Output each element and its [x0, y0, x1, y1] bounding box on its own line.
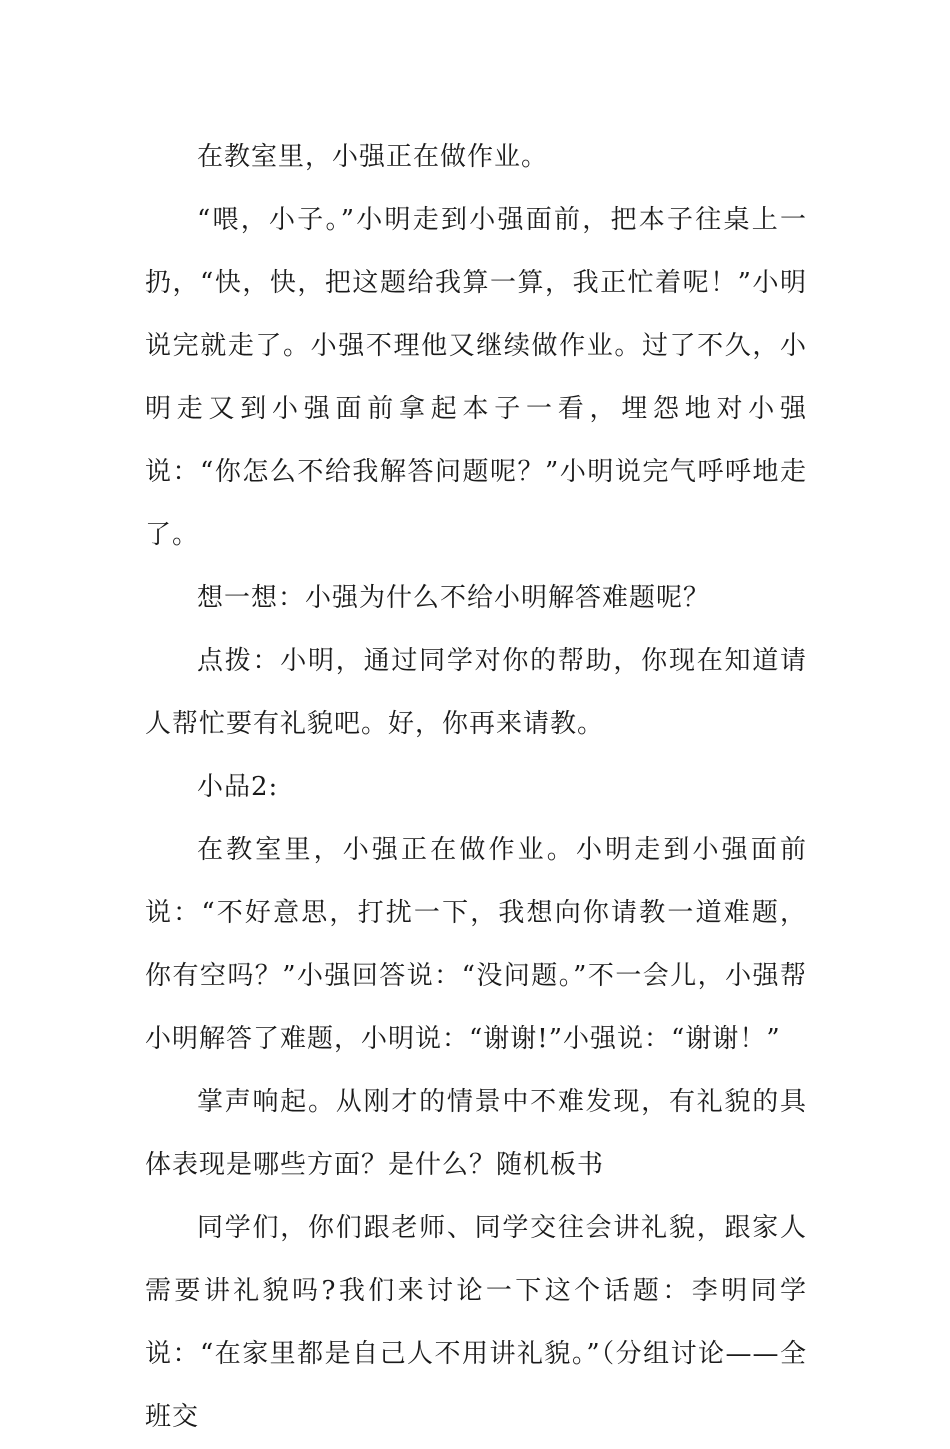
- paragraph-guidance: 点拨：小明，通过同学对你的帮助，你现在知道请人帮忙要有礼貌吧。好，你再来请教。: [145, 646, 807, 739]
- paragraph-polite-request: 在教室里，小强正在做作业。小明走到小强面前说：“不好意思，打扰一下，我想向你请教一道难题，你有空吗？”小强回答说：“没问题。”不一会儿，小强帮小明解答了难题，小明说：“谢谢!”小强说：“谢谢！”: [145, 835, 807, 1054]
- paragraph-skit-2-heading: 小品2:: [197, 772, 279, 802]
- paragraph-rude-request: “喂，小子。”小明走到小强面前，把本子往桌上一扔，“快，快，把这题给我算一算，我正忙着呢！”小明说完就走了。小强不理他又继续做作业。过了不久，小明走又到小强面前拿起本子一看，埋怨地对小强说：“你怎么不给我解答问题呢？”小明说完气呼呼地走了。: [145, 205, 807, 550]
- paragraph-applause: 掌声响起。从刚才的情景中不难发现，有礼貌的具体表现是哪些方面？是什么？随机板书: [145, 1087, 807, 1180]
- document-body: [145, 126, 807, 1449]
- paragraph-classroom-scene: 在教室里，小强正在做作业。: [197, 142, 549, 172]
- paragraph-discussion: 同学们，你们跟老师、同学交往会讲礼貌，跟家人需要讲礼貌吗?我们来讨论一下这个话题：李明同学说：“在家里都是自己人不用讲礼貌。”（分组讨论——全班交: [145, 1213, 807, 1432]
- paragraph-think-question: 想一想：小强为什么不给小明解答难题呢？: [197, 583, 711, 613]
